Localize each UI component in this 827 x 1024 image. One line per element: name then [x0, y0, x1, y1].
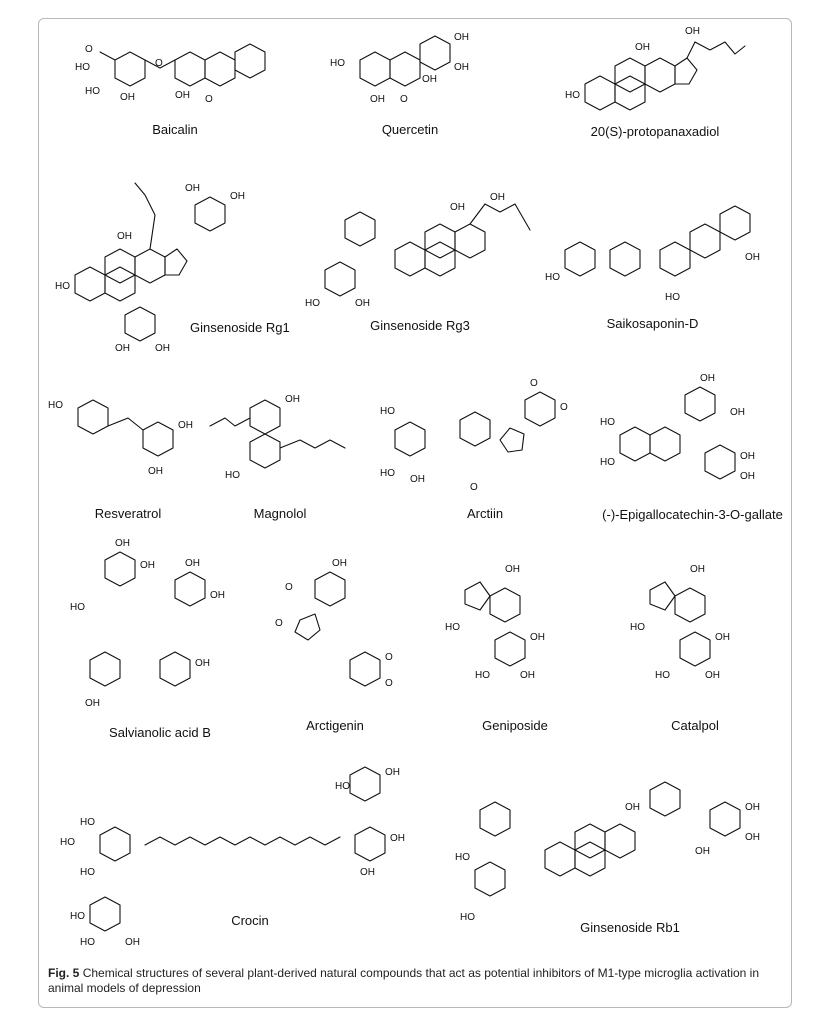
- svg-text:OH: OH: [230, 191, 245, 202]
- figure-caption: [48, 966, 784, 996]
- svg-text:OH: OH: [625, 802, 640, 813]
- svg-text:HO: HO: [70, 602, 85, 613]
- svg-text:HO: HO: [380, 468, 395, 479]
- svg-text:HO: HO: [665, 292, 680, 303]
- svg-text:O: O: [385, 678, 393, 689]
- svg-text:HO: HO: [600, 457, 615, 468]
- svg-text:O: O: [560, 402, 568, 413]
- structure-catalpol: [625, 560, 765, 740]
- svg-text:OH: OH: [117, 231, 132, 242]
- svg-text:OH: OH: [730, 407, 745, 418]
- arctiin-drawing: [380, 380, 590, 495]
- svg-text:HO: HO: [80, 817, 95, 828]
- quercetin-drawing: [330, 30, 490, 120]
- svg-text:OH: OH: [370, 94, 385, 105]
- svg-text:HO: HO: [55, 281, 70, 292]
- svg-text:OH: OH: [355, 298, 370, 309]
- svg-text:OH: OH: [178, 420, 193, 431]
- egcg-label: (-)-Epigallocatechin-3-O-gallate: [602, 507, 783, 522]
- structure-arctiin: [380, 380, 590, 520]
- structure-crocin: [60, 765, 440, 955]
- svg-text:HO: HO: [305, 298, 320, 309]
- svg-text:O: O: [285, 582, 293, 593]
- svg-text:OH: OH: [85, 698, 100, 709]
- svg-text:HO: HO: [455, 852, 470, 863]
- svg-text:O: O: [85, 44, 93, 55]
- svg-text:O: O: [400, 94, 408, 105]
- catalpol-drawing: [625, 560, 765, 710]
- svg-text:OH: OH: [745, 802, 760, 813]
- saikosaponin-label: Saikosaponin-D: [606, 316, 699, 331]
- svg-text:O: O: [205, 94, 213, 105]
- svg-text:OH: OH: [210, 590, 225, 601]
- rg1-label: Ginsenoside Rg1: [190, 320, 290, 335]
- magnolol-drawing: [205, 388, 355, 488]
- svg-text:OH: OH: [175, 90, 190, 101]
- svg-text:OH: OH: [635, 42, 650, 53]
- salvianolic-label: Salvianolic acid B: [109, 725, 211, 740]
- svg-text:O: O: [530, 378, 538, 389]
- svg-text:OH: OH: [140, 560, 155, 571]
- svg-text:OH: OH: [332, 558, 347, 569]
- svg-text:OH: OH: [690, 564, 705, 575]
- svg-text:OH: OH: [195, 658, 210, 669]
- svg-text:OH: OH: [120, 92, 135, 103]
- svg-text:HO: HO: [80, 867, 95, 878]
- structure-magnolol: [205, 388, 355, 521]
- svg-text:OH: OH: [185, 558, 200, 569]
- figure-caption-label: Fig. 5: [48, 966, 80, 980]
- rg3-label: Ginsenoside Rg3: [370, 318, 470, 333]
- crocin-label: Crocin: [231, 913, 269, 928]
- structure-rb1: [455, 770, 775, 960]
- quercetin-label: Quercetin: [381, 122, 439, 137]
- svg-text:OH: OH: [700, 373, 715, 384]
- svg-text:OH: OH: [454, 62, 469, 73]
- svg-text:OH: OH: [125, 937, 140, 948]
- structure-resveratrol: [48, 388, 208, 521]
- catalpol-label: Catalpol: [671, 718, 719, 733]
- svg-text:HO: HO: [80, 937, 95, 948]
- geniposide-drawing: [445, 560, 585, 710]
- egcg-drawing: [600, 375, 785, 495]
- ppd-drawing: [565, 24, 745, 124]
- svg-text:OH: OH: [490, 192, 505, 203]
- svg-text:OH: OH: [360, 867, 375, 878]
- baicalin-label: Baicalin: [152, 122, 198, 137]
- svg-text:HO: HO: [445, 622, 460, 633]
- svg-text:OH: OH: [285, 394, 300, 405]
- saikosaponin-drawing: [545, 190, 760, 310]
- svg-text:OH: OH: [745, 832, 760, 843]
- resveratrol-label: Resveratrol: [94, 506, 162, 521]
- svg-text:OH: OH: [530, 632, 545, 643]
- structure-egcg: [600, 375, 785, 520]
- svg-text:HO: HO: [655, 670, 670, 681]
- svg-text:OH: OH: [385, 767, 400, 778]
- structure-geniposide: [445, 560, 585, 740]
- svg-text:O: O: [385, 652, 393, 663]
- svg-text:O: O: [470, 482, 478, 493]
- svg-text:OH: OH: [685, 26, 700, 37]
- svg-text:OH: OH: [740, 451, 755, 462]
- svg-text:OH: OH: [715, 632, 730, 643]
- svg-text:HO: HO: [545, 272, 560, 283]
- structure-salvianolic: [65, 540, 255, 740]
- svg-text:HO: HO: [330, 58, 345, 69]
- svg-text:OH: OH: [115, 538, 130, 549]
- svg-text:OH: OH: [410, 474, 425, 485]
- structure-arctigenin: [270, 560, 400, 740]
- svg-text:OH: OH: [454, 32, 469, 43]
- svg-text:O: O: [155, 58, 163, 69]
- baicalin-drawing: [75, 30, 275, 120]
- ppd-label: 20(S)-protopanaxadiol: [590, 124, 720, 139]
- svg-text:OH: OH: [705, 670, 720, 681]
- geniposide-label: Geniposide: [482, 718, 548, 733]
- salvianolic-drawing: [65, 540, 255, 710]
- svg-text:OH: OH: [390, 833, 405, 844]
- svg-text:HO: HO: [225, 470, 240, 481]
- svg-text:OH: OH: [520, 670, 535, 681]
- svg-text:HO: HO: [565, 90, 580, 101]
- structure-quercetin: [330, 30, 490, 140]
- structure-ppd: [565, 24, 745, 144]
- arctiin-label: Arctiin: [466, 506, 504, 521]
- svg-text:HO: HO: [335, 781, 350, 792]
- magnolol-label: Magnolol: [253, 506, 307, 521]
- rb1-drawing: [455, 770, 775, 940]
- svg-text:HO: HO: [70, 911, 85, 922]
- structure-rg1: [55, 175, 295, 355]
- svg-text:HO: HO: [60, 837, 75, 848]
- svg-text:HO: HO: [85, 86, 100, 97]
- svg-text:OH: OH: [505, 564, 520, 575]
- rb1-label: Ginsenoside Rb1: [580, 920, 680, 935]
- rg3-drawing: [305, 190, 535, 320]
- svg-text:OH: OH: [115, 343, 130, 354]
- structure-saikosaponin: [545, 190, 760, 340]
- arctigenin-drawing: [270, 560, 400, 710]
- svg-text:OH: OH: [155, 343, 170, 354]
- svg-text:OH: OH: [745, 252, 760, 263]
- structure-rg3: [305, 190, 535, 340]
- svg-text:OH: OH: [450, 202, 465, 213]
- resveratrol-drawing: [48, 388, 208, 488]
- svg-text:OH: OH: [185, 183, 200, 194]
- svg-text:HO: HO: [48, 400, 63, 411]
- svg-text:HO: HO: [380, 406, 395, 417]
- svg-text:OH: OH: [148, 466, 163, 477]
- structure-baicalin: [75, 30, 275, 140]
- svg-text:HO: HO: [475, 670, 490, 681]
- figure-caption-text: Chemical structures of several plant-derived natural compounds that act as potential inhibitors of M1-type microglia activation in animal models of depression: [48, 966, 760, 995]
- svg-text:O: O: [275, 618, 283, 629]
- svg-text:OH: OH: [740, 471, 755, 482]
- arctigenin-label: Arctigenin: [306, 718, 364, 733]
- svg-text:HO: HO: [460, 912, 475, 923]
- svg-text:HO: HO: [630, 622, 645, 633]
- svg-text:OH: OH: [695, 846, 710, 857]
- svg-text:HO: HO: [600, 417, 615, 428]
- svg-text:OH: OH: [422, 74, 437, 85]
- svg-text:HO: HO: [75, 62, 90, 73]
